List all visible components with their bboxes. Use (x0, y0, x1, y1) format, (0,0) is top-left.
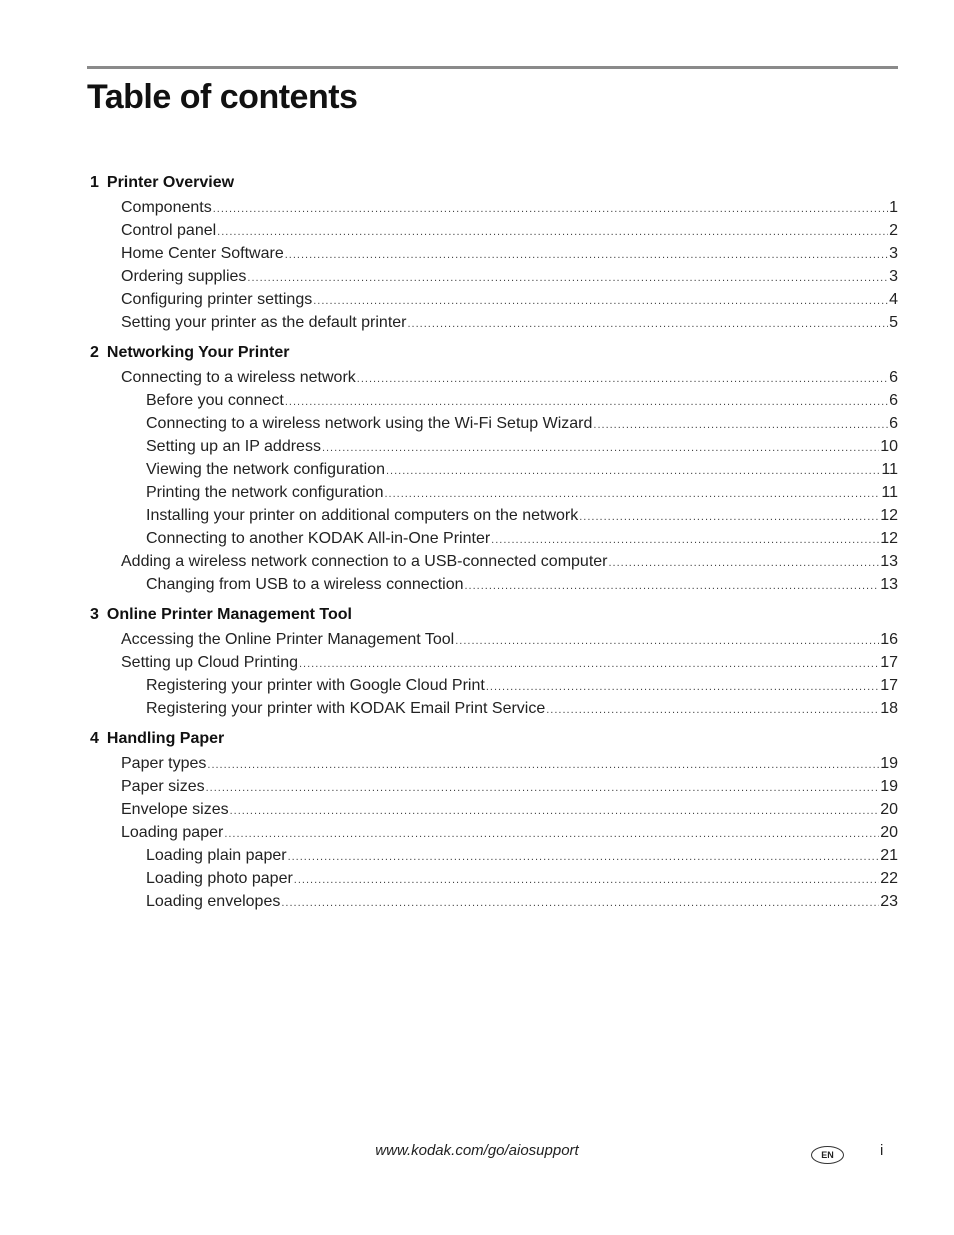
toc-entry[interactable] (88, 412, 898, 435)
toc-entry-label: Printing the network configuration (146, 484, 384, 501)
toc-entry-label: Home Center Software (121, 245, 284, 262)
toc-entry-page: 5 (889, 314, 898, 331)
toc-entry-label: Paper sizes (121, 778, 205, 795)
toc-entry-label: Accessing the Online Printer Management Tool (121, 631, 455, 648)
toc-entry-label: Control panel (121, 222, 217, 239)
toc-entry-page: 6 (889, 369, 898, 386)
toc-entry-page: 19 (880, 778, 898, 795)
toc-entry-page: 17 (880, 677, 898, 694)
toc-entry-label: Paper types (121, 755, 207, 772)
toc-entry-label: Registering your printer with KODAK Email Print Service (146, 700, 546, 717)
dot-leader (217, 221, 888, 244)
toc-entry-page: 20 (880, 801, 898, 818)
dot-leader (206, 777, 880, 800)
toc-entry[interactable] (88, 481, 898, 504)
toc-entry-page: 16 (880, 631, 898, 648)
dot-leader (491, 529, 879, 552)
toc-entry-page: 13 (880, 576, 898, 593)
dot-leader (207, 754, 879, 777)
dot-leader (386, 460, 880, 483)
dot-leader (322, 437, 879, 460)
dot-leader (294, 869, 879, 892)
toc-entry[interactable] (88, 798, 898, 821)
dot-leader (384, 483, 880, 506)
dot-leader (247, 267, 888, 290)
toc-entry[interactable] (88, 288, 898, 311)
chapter-heading[interactable] (88, 726, 898, 752)
toc-entry[interactable] (88, 651, 898, 674)
chapter-heading[interactable] (88, 602, 898, 628)
toc-entry-label: Registering your printer with Google Cloud Print (146, 677, 485, 694)
toc-entry[interactable] (88, 844, 898, 867)
toc-entry-page: 2 (889, 222, 898, 239)
chapter-name: Online Printer Management Tool (106, 606, 352, 623)
toc-entry-page: 18 (880, 700, 898, 717)
dot-leader (465, 575, 880, 598)
chapter-name: Networking Your Printer (106, 344, 290, 361)
dot-leader (288, 846, 880, 869)
toc-entry[interactable] (88, 242, 898, 265)
page-number: i (880, 1142, 884, 1159)
toc-entry-label: Connecting to another KODAK All-in-One Printer (146, 530, 491, 547)
chapter-number: 4 (90, 730, 99, 747)
toc-entry[interactable] (88, 311, 898, 334)
toc-entry-label: Adding a wireless network connection to a USB-connected computer (121, 553, 608, 570)
toc-entry-label: Before you connect (146, 392, 284, 409)
toc-entry[interactable] (88, 366, 898, 389)
toc-entry-page: 6 (889, 415, 898, 432)
dot-leader (299, 653, 879, 676)
header-rule (87, 66, 898, 69)
dot-leader (593, 414, 888, 437)
dot-leader (281, 892, 879, 915)
toc-entry-label: Connecting to a wireless network (121, 369, 356, 386)
dot-leader (486, 676, 879, 699)
toc-entry-label: Loading envelopes (146, 893, 281, 910)
footer-url[interactable]: www.kodak.com/go/aiosupport (375, 1142, 579, 1159)
chapter-number: 3 (90, 606, 99, 623)
toc-entry[interactable] (88, 674, 898, 697)
toc-entry-page: 12 (880, 507, 898, 524)
toc-entry-label: Installing your printer on additional computers on the network (146, 507, 579, 524)
toc-entry[interactable] (88, 527, 898, 550)
toc-entry-page: 22 (880, 870, 898, 887)
dot-leader (224, 823, 879, 846)
page-title: Table of contents (87, 78, 358, 116)
toc-entry[interactable] (88, 821, 898, 844)
toc-entry-page: 21 (880, 847, 898, 864)
toc-entry-page: 4 (889, 291, 898, 308)
dot-leader (546, 699, 879, 722)
toc-entry-label: Setting up Cloud Printing (121, 654, 298, 671)
toc-entry[interactable] (88, 867, 898, 890)
dot-leader (357, 368, 888, 391)
toc-entry-label: Loading photo paper (146, 870, 293, 887)
toc-entry-label: Envelope sizes (121, 801, 229, 818)
toc-entry-page: 10 (880, 438, 898, 455)
toc-entry[interactable] (88, 752, 898, 775)
toc-entry[interactable] (88, 458, 898, 481)
toc-entry[interactable] (88, 435, 898, 458)
dot-leader (608, 552, 879, 575)
dot-leader (313, 290, 888, 313)
dot-leader (213, 198, 888, 221)
dot-leader (455, 630, 879, 653)
chapter-number: 1 (90, 174, 99, 191)
toc-entry-label: Configuring printer settings (121, 291, 313, 308)
toc-entry[interactable] (88, 775, 898, 798)
toc-entry-label: Loading plain paper (146, 847, 287, 864)
toc-entry-label: Changing from USB to a wireless connection (146, 576, 464, 593)
toc-entry[interactable] (88, 219, 898, 242)
dot-leader (408, 313, 889, 336)
toc-entry[interactable] (88, 196, 898, 219)
toc-entry[interactable] (88, 504, 898, 527)
toc-entry-page: 3 (889, 268, 898, 285)
chapter-number: 2 (90, 344, 99, 361)
dot-leader (285, 391, 888, 414)
toc-entry-page: 12 (880, 530, 898, 547)
dot-leader (579, 506, 879, 529)
toc-entry-page: 20 (880, 824, 898, 841)
language-badge: EN (811, 1146, 844, 1164)
toc-entry-label: Connecting to a wireless network using the Wi-Fi Setup Wizard (146, 415, 593, 432)
toc-entry-page: 11 (881, 461, 898, 478)
toc-entry-page: 3 (889, 245, 898, 262)
toc-entry-page: 1 (889, 199, 898, 216)
toc-entry[interactable] (88, 890, 898, 913)
toc-entry-label: Viewing the network configuration (146, 461, 385, 478)
toc-entry[interactable] (88, 265, 898, 288)
toc-entry[interactable] (88, 628, 898, 651)
toc-entry-label: Components (121, 199, 212, 216)
toc-entry-page: 6 (889, 392, 898, 409)
toc-entry-label: Setting your printer as the default printer (121, 314, 407, 331)
chapter-heading[interactable] (88, 170, 898, 196)
toc-entry-page: 17 (880, 654, 898, 671)
chapter-name: Printer Overview (106, 174, 235, 191)
toc-entry[interactable] (88, 550, 898, 573)
dot-leader (230, 800, 880, 823)
toc-entry-page: 11 (881, 484, 898, 501)
toc-entry-label: Setting up an IP address (146, 438, 321, 455)
toc-entry-page: 23 (880, 893, 898, 910)
toc-entry-label: Loading paper (121, 824, 224, 841)
toc-entry[interactable] (88, 697, 898, 720)
toc-entry-label: Ordering supplies (121, 268, 247, 285)
toc-entry[interactable] (88, 389, 898, 412)
toc-entry[interactable] (88, 573, 898, 596)
dot-leader (285, 244, 888, 267)
chapter-heading[interactable] (88, 340, 898, 366)
toc-entry-page: 19 (880, 755, 898, 772)
chapter-name: Handling Paper (106, 730, 225, 747)
toc-entry-page: 13 (880, 553, 898, 570)
table-of-contents (88, 170, 898, 913)
